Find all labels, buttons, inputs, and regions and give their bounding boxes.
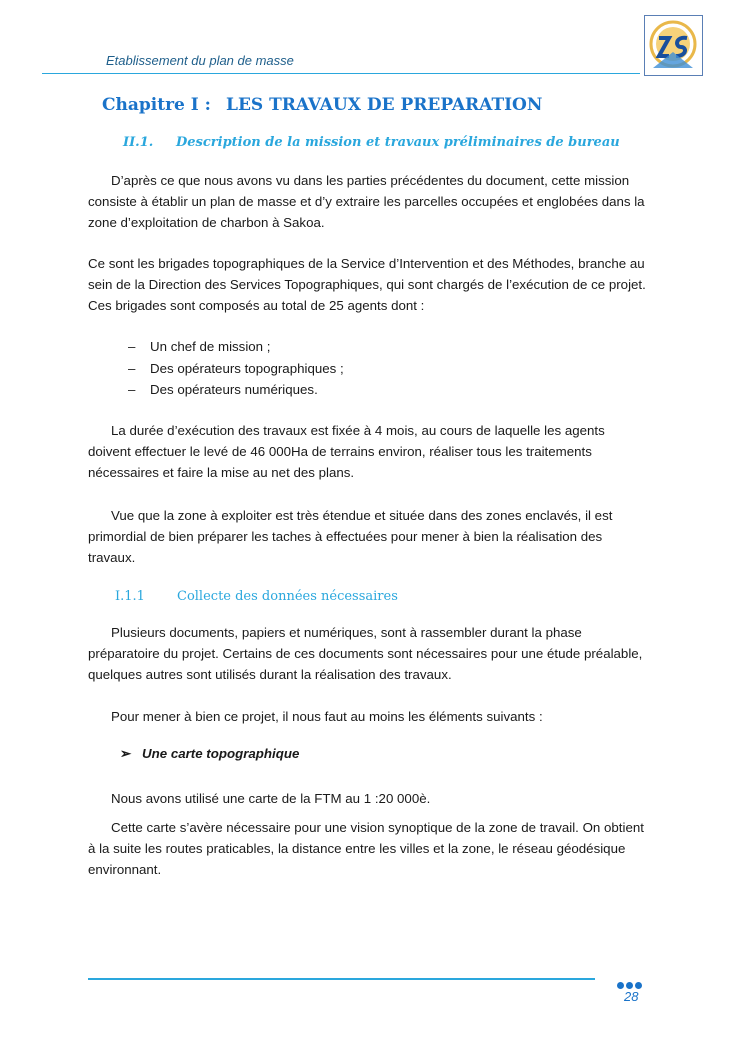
page-number: 28 xyxy=(624,989,639,1004)
footer-divider xyxy=(88,978,595,980)
institution-logo-icon xyxy=(644,15,703,76)
subsection-title: Collecte des données nécessaires xyxy=(177,589,398,604)
paragraph-elements: Pour mener à bien ce projet, il nous faut au moins les éléments suivants : xyxy=(111,709,543,724)
subsection-number: I.1.1 xyxy=(115,589,145,604)
bullet-item-topographic-map xyxy=(120,746,299,762)
paragraph-ftm-map: Nous avons utilisé une carte de la FTM au 1 :20 000è. xyxy=(111,791,431,806)
list-item: – Des opérateurs numériques. xyxy=(128,379,344,401)
running-header: Etablissement du plan de masse xyxy=(106,53,294,68)
paragraph-zone: Vue que la zone à exploiter est très étendue et située dans des zones enclavés, il est primordial de bien préparer les taches à effectuées pour mener à bien la réalisation des travaux. xyxy=(88,508,613,565)
dash-bullet: – xyxy=(128,360,136,376)
paragraph-brigades: Ce sont les brigades topographiques de la Service d’Intervention et des Méthodes, branche au sein de la Direction des Services Topographiques, qui sont chargés de l’exécution de ce projet. Ces brigades sont composés au total de 25 agents dont : xyxy=(88,256,646,313)
header-divider xyxy=(42,73,640,74)
list-item: – Un chef de mission ; xyxy=(128,336,344,358)
dash-bullet: – xyxy=(128,382,136,397)
chapter-number: Chapitre I : xyxy=(102,95,211,115)
subsection-heading xyxy=(115,589,398,604)
paragraph-documents: Plusieurs documents, papiers et numériques, sont à rassembler durant la phase préparatoire du projet. Certains de ces documents sont nécessaires pour une étude préalable, quelques autres sont utilisés durant la réalisation des travaux. xyxy=(88,625,643,682)
chapter-heading xyxy=(102,95,542,115)
section-number: II.1. xyxy=(123,135,154,150)
chapter-title: LES TRAVAUX DE PREPARATION xyxy=(226,95,543,115)
list-item: – Des opérateurs topographiques ; xyxy=(128,358,344,380)
agents-list xyxy=(128,336,344,401)
paragraph-mission: D’après ce que nous avons vu dans les parties précédentes du document, cette mission consiste à établir un plan de masse et d’y extraire les parcelles occupées et englobées dans la zone d’exploitation de charbon à Sakoa. xyxy=(88,173,645,230)
bullet-text: Une carte topographique xyxy=(142,746,300,761)
section-heading xyxy=(123,135,620,150)
dash-bullet: – xyxy=(128,339,136,354)
arrow-bullet-icon: ➢ xyxy=(120,746,132,761)
paragraph-synoptic: Cette carte s’avère nécessaire pour une vision synoptique de la zone de travail. On obtient à la suite les routes praticables, la distance entre les villes et la zone, le réseau géodésique environnant. xyxy=(88,820,644,877)
paragraph-duration: La durée d’exécution des travaux est fixée à 4 mois, au cours de laquelle les agents doivent effectuer le levé de 46 000Ha de terrains environ, réaliser tous les traitements nécessaires et faire la mise au net des plans. xyxy=(88,423,605,480)
section-title: Description de la mission et travaux préliminaires de bureau xyxy=(176,135,620,150)
